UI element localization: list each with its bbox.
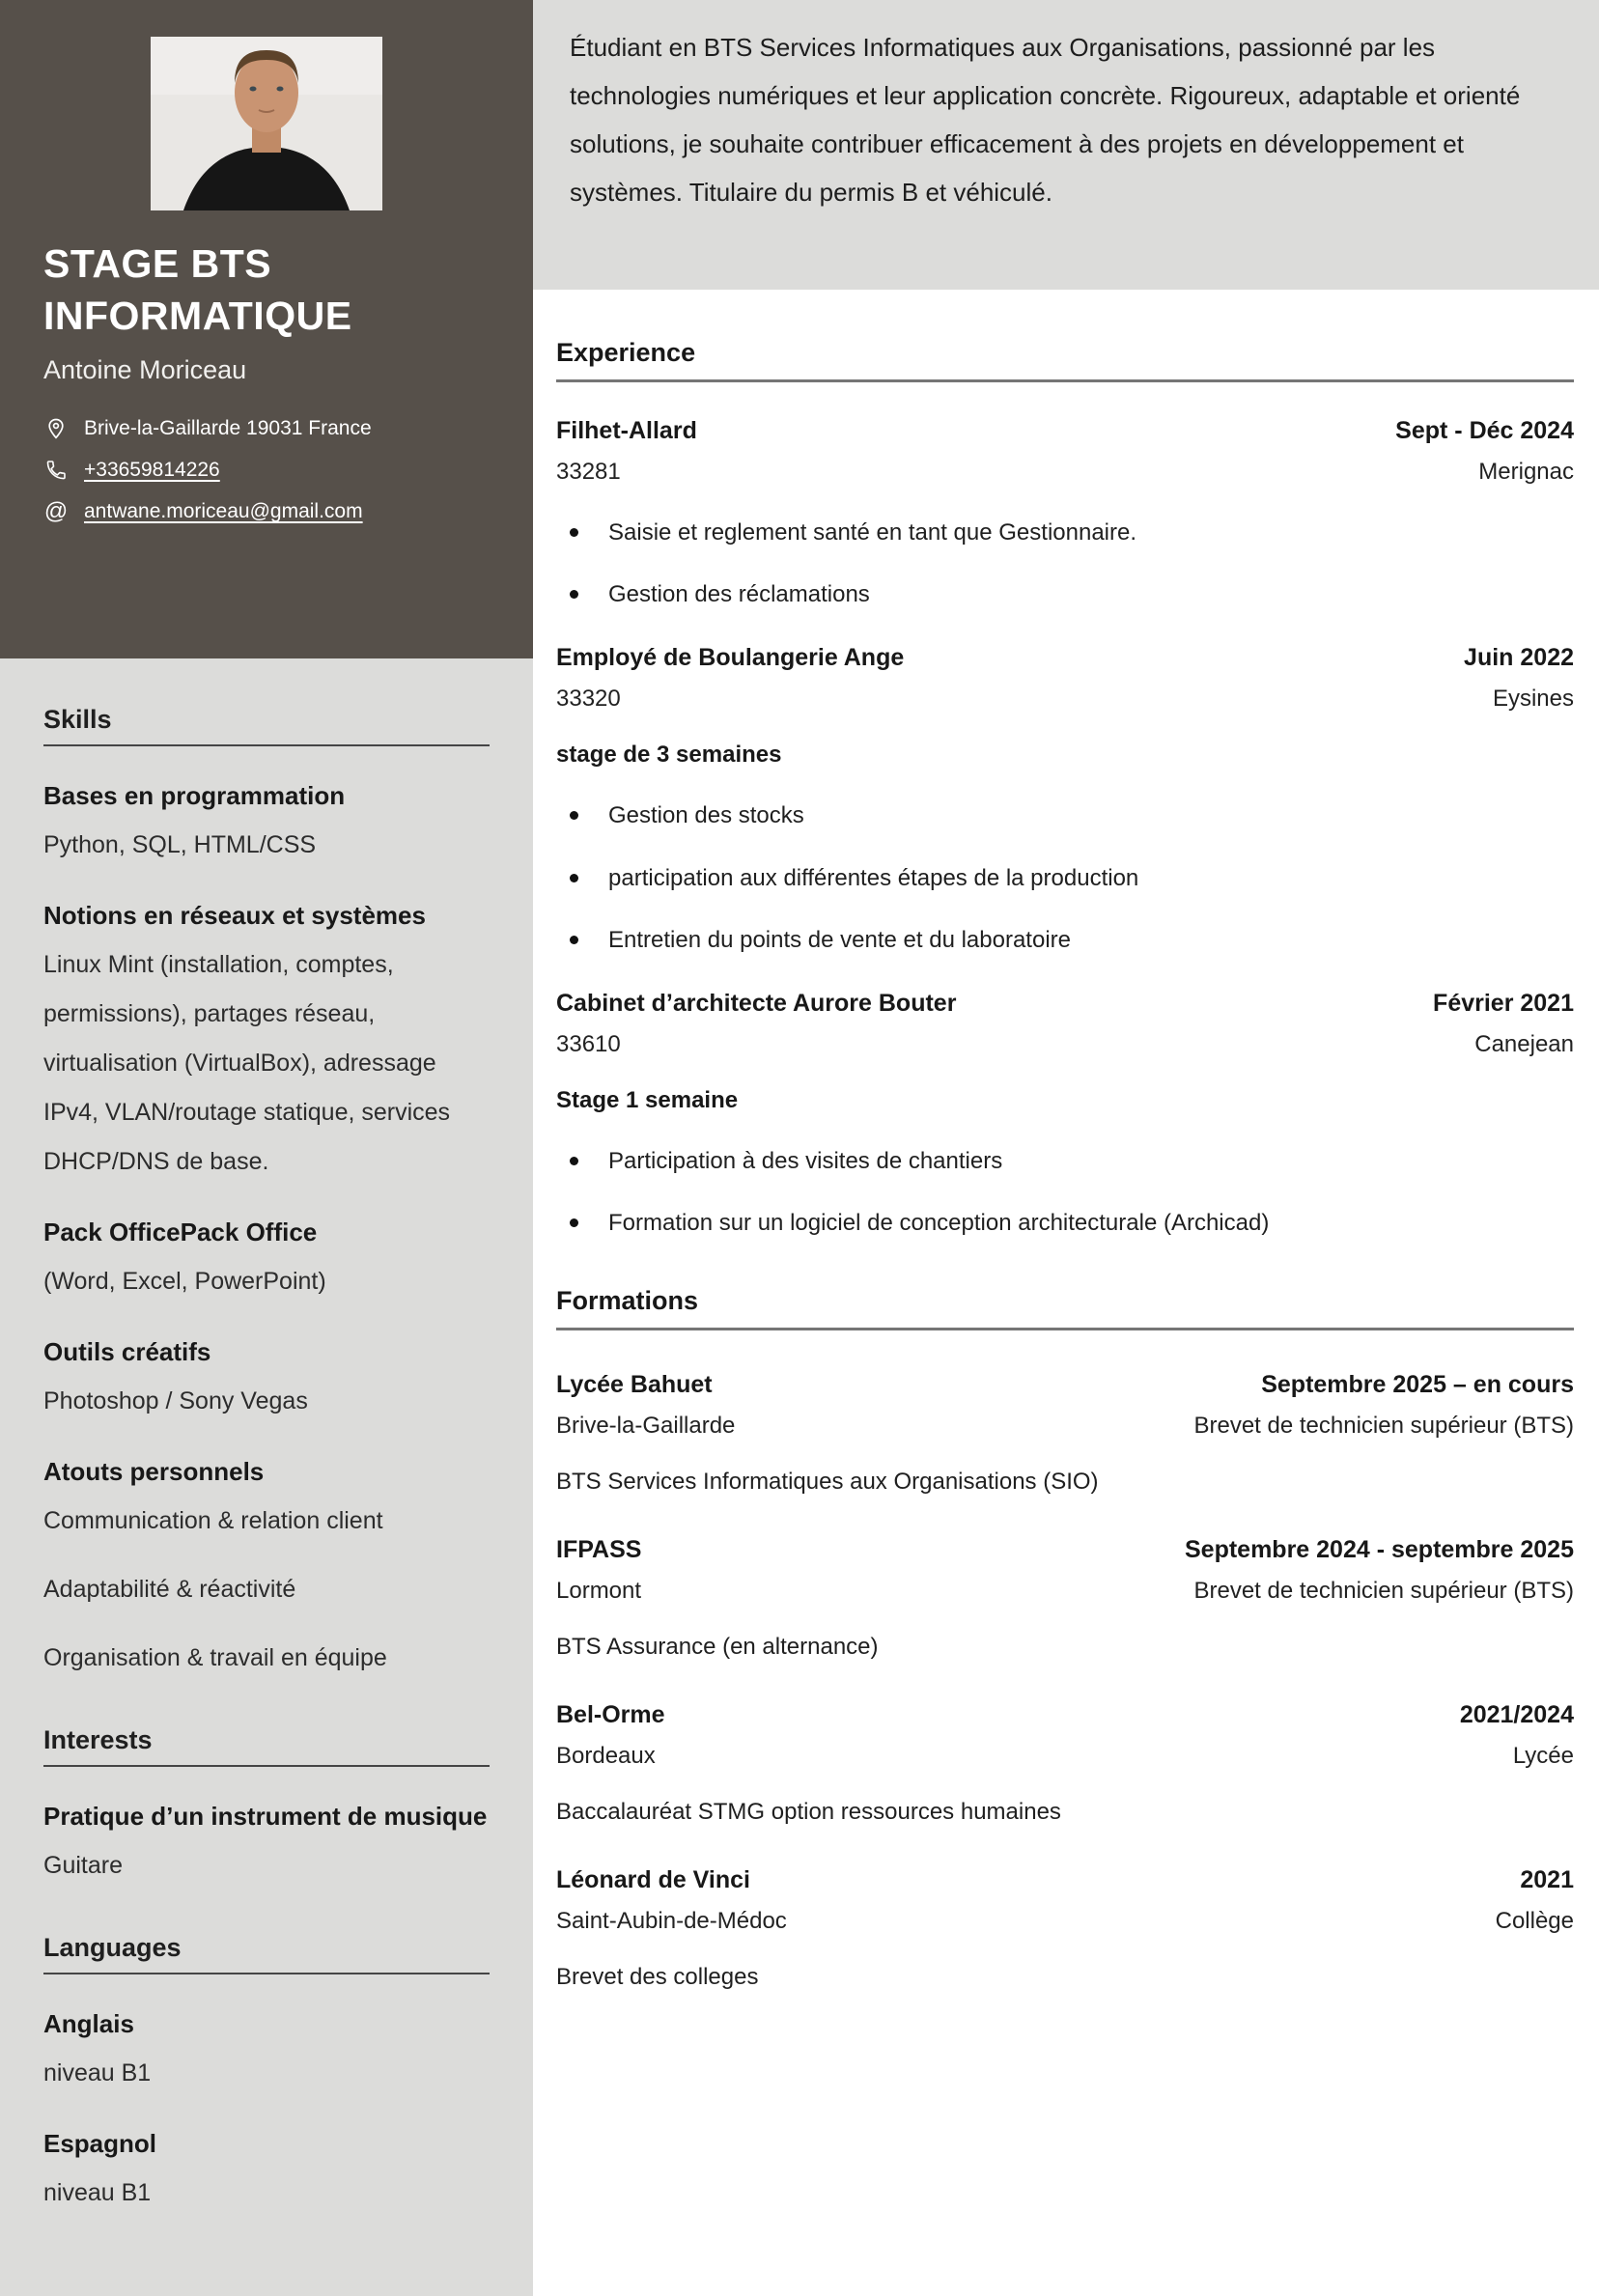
formation-degree: Collège (1495, 1908, 1574, 1935)
skill-line: Organisation & travail en équipe (43, 1644, 387, 1671)
formation-title-row (556, 1701, 1574, 1729)
formation-entry (556, 1701, 1574, 1826)
entry-bullets (556, 1146, 1574, 1238)
formation-city: Bordeaux (556, 1743, 656, 1770)
skill-title: Outils créatifs (43, 1337, 211, 1366)
entry-postcode: 33281 (556, 459, 621, 485)
company-name: Filhet-Allard (556, 417, 697, 444)
formation-title-row (556, 1371, 1574, 1399)
skill-group (43, 1328, 490, 1426)
language-group (43, 2000, 490, 2098)
skill-line: Python, SQL, HTML/CSS (43, 831, 317, 858)
sidebar-body (0, 658, 533, 2296)
summary-text: Étudiant en BTS Services Informatiques aux Organisations, passionné par les technologies numériques et leur application concrète. Rigoureux, adaptable et orienté solutions, je souhaite contribuer efficacement à des projets en développement et systèmes. Titulaire du permis B et véhiculé. (570, 33, 1521, 207)
company-name: Cabinet d’architecte Aurore Bouter (556, 989, 957, 1017)
skill-group (43, 891, 490, 1187)
entry-title-row (556, 990, 1574, 1018)
formation-date: Septembre 2025 – en cours (1261, 1371, 1574, 1399)
formation-date: Septembre 2024 - septembre 2025 (1185, 1536, 1574, 1564)
skill-line: Photoshop / Sony Vegas (43, 1387, 308, 1414)
sidebar (0, 0, 533, 2296)
experience-entry (556, 417, 1574, 609)
entry-date: Février 2021 (1433, 989, 1574, 1017)
entry-sub-row (556, 459, 1574, 486)
language-group (43, 2119, 490, 2218)
email-link[interactable]: antwane.moriceau@gmail.com (84, 500, 363, 523)
formation-date: 2021 (1520, 1866, 1574, 1894)
skill-line: (Word, Excel, PowerPoint) (43, 1268, 326, 1295)
candidate-name: Antoine Moriceau (43, 355, 247, 385)
entry-postcode: 33320 (556, 686, 621, 713)
entry-subtitle: Stage 1 semaine (556, 1086, 739, 1113)
school-name: IFPASS (556, 1536, 642, 1564)
formation-sub-row (556, 1908, 1574, 1935)
experience-entry (556, 990, 1574, 1238)
language-title: Espagnol (43, 2129, 157, 2158)
bullet-item: Gestion des réclamations (570, 579, 1574, 609)
bullet-item: Entretien du points de vente et du laboratoire (570, 925, 1574, 955)
skill-title: Pack OfficePack Office (43, 1218, 318, 1246)
skill-title: Atouts personnels (43, 1457, 265, 1486)
formation-sub-row (556, 1578, 1574, 1605)
bullet-item: Participation à des visites de chantiers (570, 1146, 1574, 1176)
languages-heading: Languages (43, 1933, 490, 1974)
formation-entry (556, 1371, 1574, 1496)
entry-subtitle: stage de 3 semaines (556, 742, 782, 769)
contact-list (43, 416, 490, 524)
sidebar-header (0, 0, 533, 658)
skill-group (43, 1208, 490, 1306)
school-name: Léonard de Vinci (556, 1866, 750, 1894)
skill-group (43, 1447, 490, 1683)
language-level: niveau B1 (43, 2059, 152, 2086)
entry-sub-row (556, 686, 1574, 713)
skill-group (43, 771, 490, 870)
phone-icon (43, 458, 69, 483)
skill-title: Bases en programmation (43, 781, 346, 810)
formation-degree: Lycée (1512, 1743, 1574, 1770)
formation-entry (556, 1866, 1574, 1991)
contact-row-address (43, 416, 490, 441)
skills-heading: Skills (43, 705, 490, 746)
experience-heading: Experience (556, 338, 1574, 382)
formation-entry (556, 1536, 1574, 1661)
entry-date: Juin 2022 (1464, 644, 1574, 672)
interests-heading: Interests (43, 1725, 490, 1767)
page-title: STAGE BTS INFORMATIQUE (43, 241, 352, 339)
formation-city: Saint-Aubin-de-Médoc (556, 1908, 787, 1935)
formation-city: Lormont (556, 1578, 642, 1605)
main-column (533, 0, 1599, 2296)
company-name: Employé de Boulangerie Ange (556, 644, 905, 672)
entry-city: Canejean (1474, 1030, 1574, 1057)
formations-heading: Formations (556, 1286, 1574, 1330)
interest-group (43, 1792, 490, 1890)
contact-row-phone (43, 458, 490, 483)
entry-bullets (556, 518, 1574, 609)
bullet-item: Gestion des stocks (570, 800, 1574, 830)
interest-title: Pratique d’un instrument de musique (43, 1802, 488, 1831)
formation-degree: Brevet de technicien supérieur (BTS) (1193, 1578, 1574, 1605)
formation-date: 2021/2024 (1459, 1701, 1574, 1729)
section-interests (43, 1725, 490, 1890)
entry-title-row (556, 417, 1574, 445)
entry-date: Sept - Déc 2024 (1395, 417, 1574, 444)
at-icon: @ (43, 498, 69, 525)
entry-title-row (556, 644, 1574, 672)
formation-degree: Brevet de technicien supérieur (BTS) (1193, 1413, 1574, 1440)
entry-bullets (556, 800, 1574, 955)
entry-city: Merignac (1478, 459, 1574, 485)
skill-line: Linux Mint (installation, comptes, permissions), partages réseau, virtualisation (VirtualBox), adressage IPv4, VLAN/routage statique, services DHCP/DNS de base. (43, 951, 451, 1175)
section-languages (43, 1933, 490, 2218)
formation-sub-row (556, 1413, 1574, 1440)
entry-city: Eysines (1492, 686, 1574, 713)
formation-title-row (556, 1536, 1574, 1564)
language-title: Anglais (43, 2009, 134, 2038)
experience-entry (556, 644, 1574, 955)
formation-title-row (556, 1866, 1574, 1894)
formation-desc: BTS Assurance (en alternance) (556, 1634, 879, 1661)
entry-sub-row (556, 1031, 1574, 1058)
address-text: Brive-la-Gaillarde 19031 France (84, 417, 372, 440)
location-pin-icon (43, 416, 69, 441)
formation-desc: BTS Services Informatiques aux Organisations (SIO) (556, 1469, 1099, 1496)
formation-desc: Baccalauréat STMG option ressources humaines (556, 1799, 1061, 1826)
phone-link[interactable]: +33659814226 (84, 459, 220, 482)
interest-line: Guitare (43, 1852, 123, 1879)
skill-line: Adaptabilité & réactivité (43, 1576, 296, 1603)
bullet-item: Saisie et reglement santé en tant que Gestionnaire. (570, 518, 1574, 547)
main-content (533, 338, 1599, 2049)
bullet-item: Formation sur un logiciel de conception architecturale (Archicad) (570, 1208, 1574, 1238)
profile-photo-image (151, 37, 382, 210)
summary-block (533, 0, 1599, 290)
profile-photo (151, 37, 382, 210)
formation-desc: Brevet des colleges (556, 1964, 759, 1991)
language-level: niveau B1 (43, 2179, 152, 2206)
school-name: Bel-Orme (556, 1701, 665, 1729)
contact-row-email (43, 499, 490, 524)
bullet-item: participation aux différentes étapes de la production (570, 863, 1574, 893)
entry-postcode: 33610 (556, 1030, 621, 1057)
school-name: Lycée Bahuet (556, 1371, 713, 1399)
skill-title: Notions en réseaux et systèmes (43, 901, 426, 930)
formation-city: Brive-la-Gaillarde (556, 1413, 736, 1440)
section-skills (43, 705, 490, 1683)
skill-line: Communication & relation client (43, 1507, 383, 1534)
formation-sub-row (556, 1743, 1574, 1770)
